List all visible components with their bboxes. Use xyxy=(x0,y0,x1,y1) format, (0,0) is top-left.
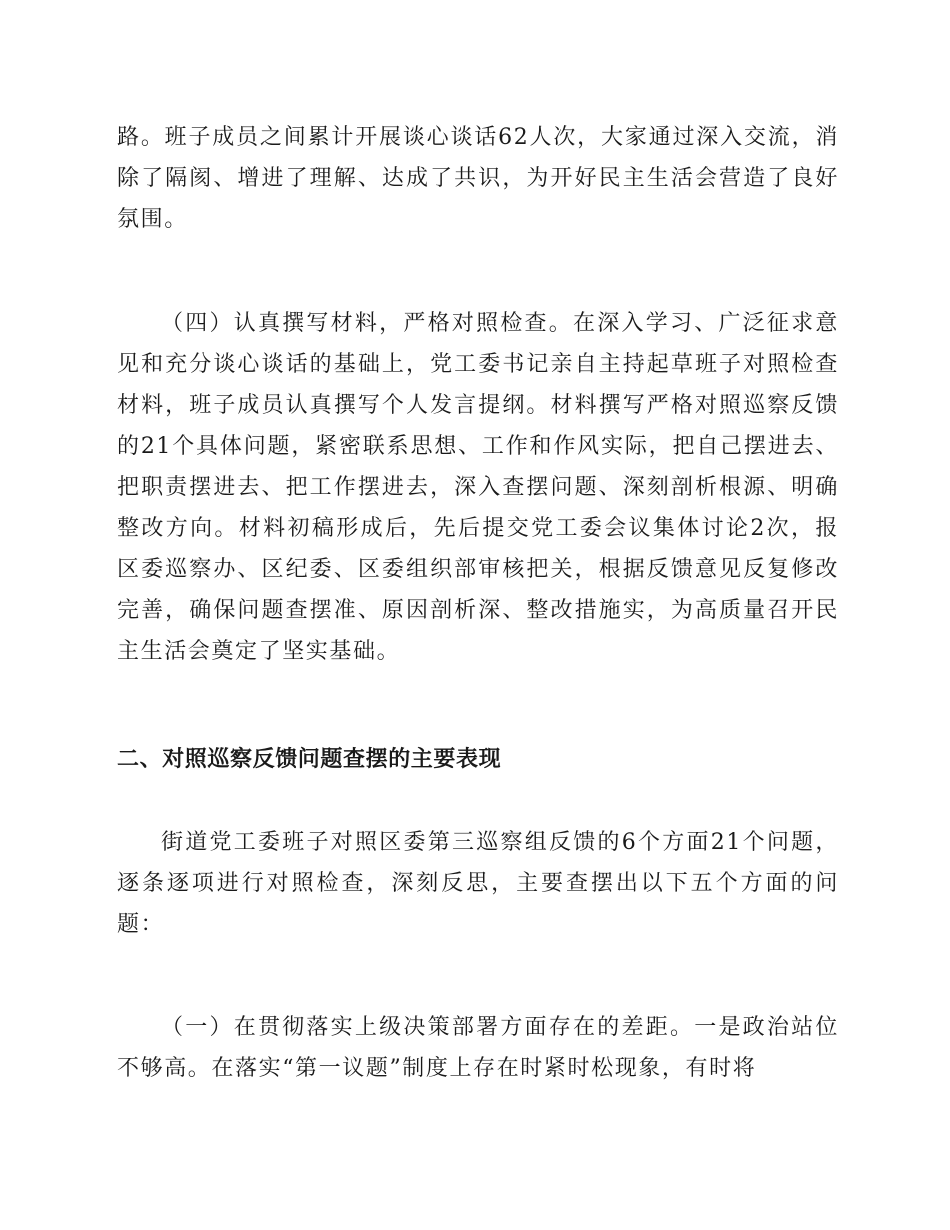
section-heading-two: 二、对照巡察反馈问题查摆的主要表现 xyxy=(117,747,502,772)
paragraph-subsection-one: （一）在贯彻落实上级决策部署方面存在的差距。一是政治站位不够高。在落实“第一议题”制度上存在时紧时松现象，有时将 xyxy=(117,1015,839,1081)
paragraph-section-four: （四）认真撰写材料，严格对照检查。在深入学习、广泛征求意见和充分谈心谈话的基础上，党工委书记亲自主持起草班子对照检查材料，班子成员认真撰写个人发言提纲。材料撰写严格对照巡察反馈的21个具体问题，紧密联系思想、工作和作风实际，把自己摆进去、把职责摆进去、把工作摆进去，深入查摆问题、深刻剖析根源、明确整改方向。材料初稿形成后，先后提交党工委会议集体讨论2次，报区委巡察办、区纪委、区委组织部审核把关，根据反馈意见反复修改完善，确保问题查摆准、原因剖析深、整改措施实，为高质量召开民主生活会奠定了坚实基础。 xyxy=(117,311,839,664)
paragraph-continuation: 路。班子成员之间累计开展谈心谈话62人次，大家通过深入交流，消除了隔阂、增进了理解、达成了共识，为开好民主生活会营造了良好氛围。 xyxy=(117,125,839,232)
paragraph-section-intro: 街道党工委班子对照区委第三巡察组反馈的6个方面21个问题，逐条逐项进行对照检查，深刻反思，主要查摆出以下五个方面的问题： xyxy=(117,830,839,937)
